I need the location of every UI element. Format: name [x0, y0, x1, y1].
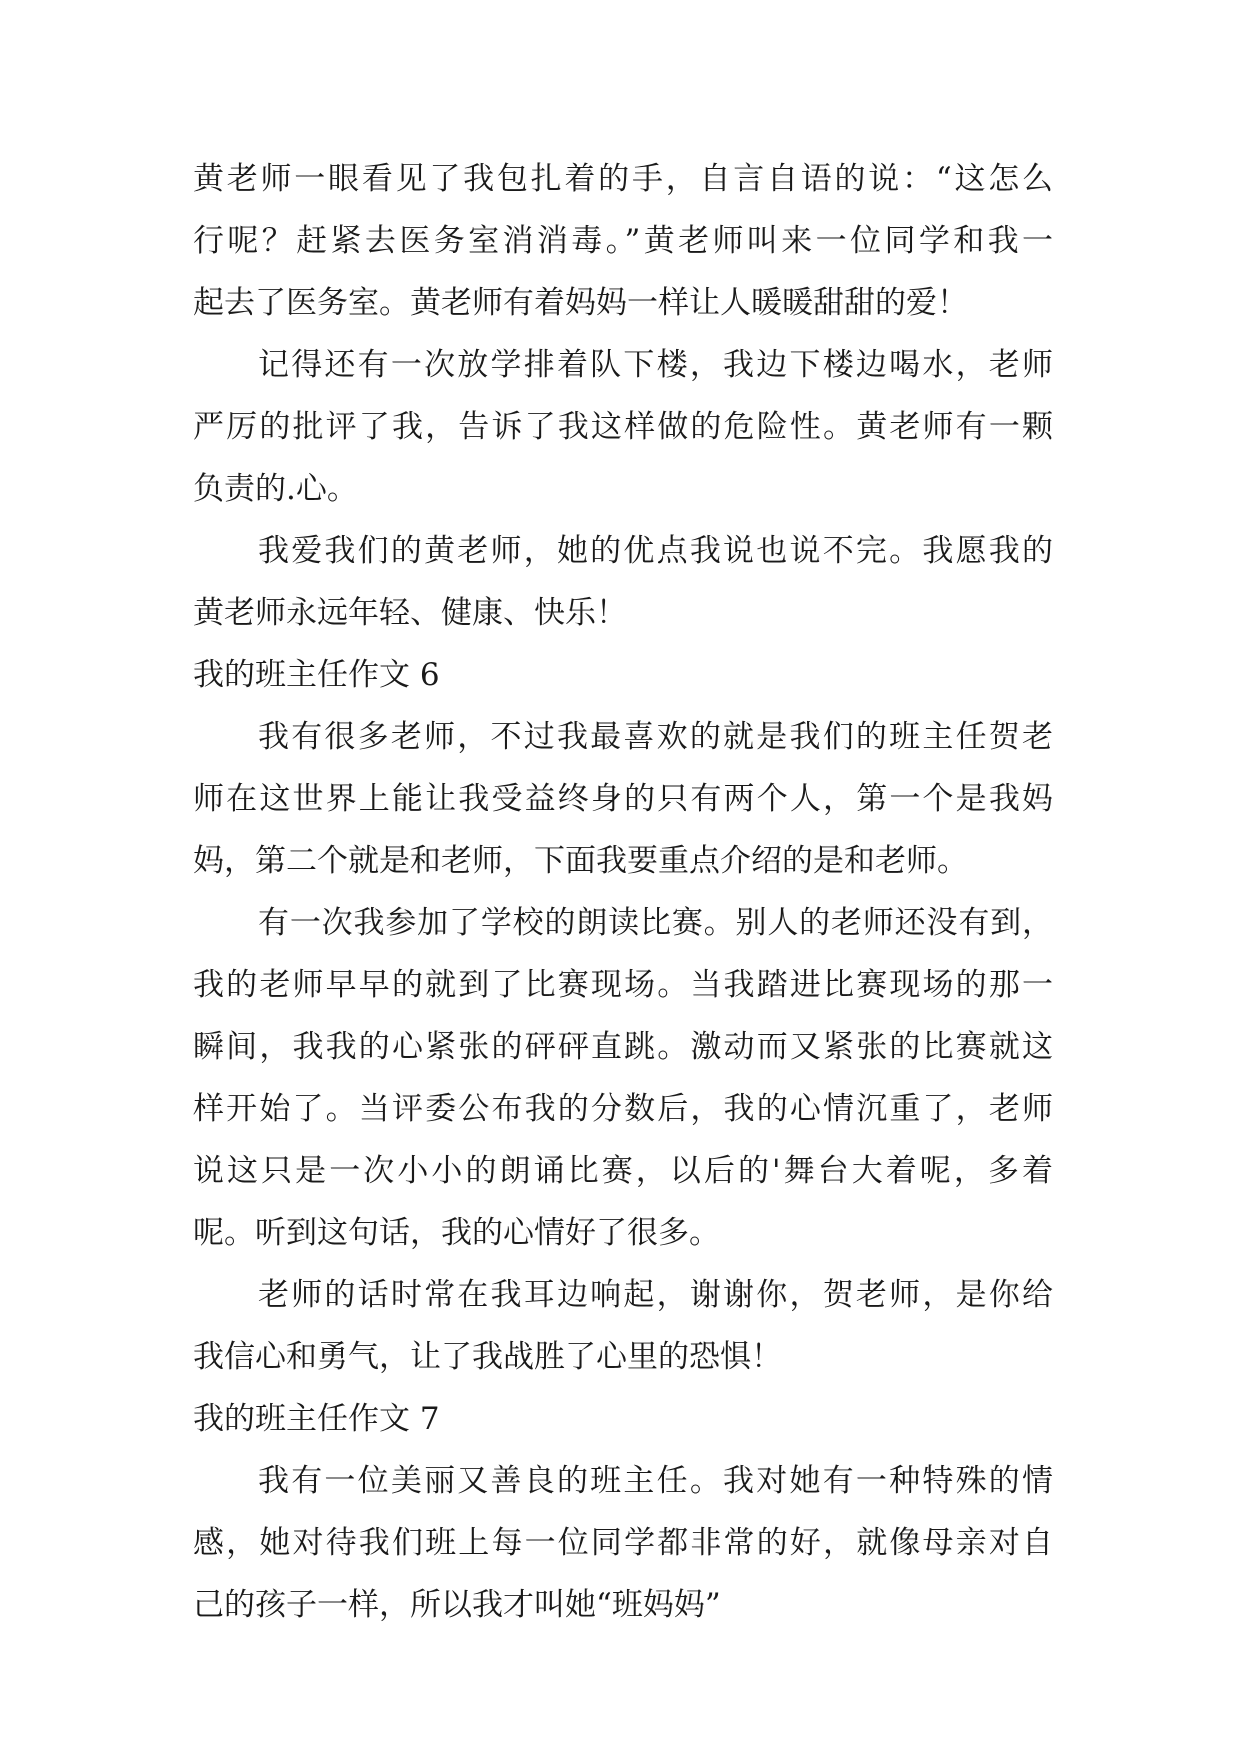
paragraph-line: 黄老师一眼看见了我包扎着的手，自言自语的说：“这怎么 — [193, 161, 1053, 197]
paragraph-line: 样开始了。当评委公布我的分数后，我的心情沉重了，老师 — [193, 1091, 1053, 1127]
paragraph-line: 严厉的批评了我，告诉了我这样做的危险性。黄老师有一颗 — [193, 409, 1053, 445]
paragraph-line: 说这只是一次小小的朗诵比赛，以后的'舞台大着呢，多着 — [193, 1153, 1053, 1189]
paragraph-line: 感，她对待我们班上每一位同学都非常的好，就像母亲对自 — [193, 1525, 1053, 1561]
paragraph-line: 我信心和勇气，让了我战胜了心里的恐惧！ — [193, 1339, 782, 1375]
paragraph-line: 呢。听到这句话，我的心情好了很多。 — [193, 1215, 720, 1251]
paragraph-line: 黄老师永远年轻、健康、快乐！ — [193, 595, 627, 631]
paragraph-line: 师在这世界上能让我受益终身的只有两个人，第一个是我妈 — [193, 781, 1053, 817]
paragraph-line: 我的老师早早的就到了比赛现场。当我踏进比赛现场的那一 — [193, 967, 1053, 1003]
paragraph-line: 我爱我们的黄老师，她的优点我说也说不完。我愿我的 — [258, 533, 1053, 569]
section-heading: 我的班主任作文 6 — [193, 657, 440, 693]
section-heading: 我的班主任作文 7 — [193, 1401, 440, 1437]
paragraph-line: 我有一位美丽又善良的班主任。我对她有一种特殊的情 — [258, 1463, 1053, 1499]
paragraph-line: 有一次我参加了学校的朗读比赛。别人的老师还没有到， — [258, 905, 1053, 941]
paragraph-line: 起去了医务室。黄老师有着妈妈一样让人暖暖甜甜的爱！ — [193, 285, 968, 321]
paragraph-line: 妈，第二个就是和老师，下面我要重点介绍的是和老师。 — [193, 843, 968, 879]
paragraph-line: 老师的话时常在我耳边响起，谢谢你，贺老师，是你给 — [258, 1277, 1053, 1313]
paragraph-line: 行呢？赶紧去医务室消消毒。”黄老师叫来一位同学和我一 — [193, 223, 1053, 259]
paragraph-line: 我有很多老师，不过我最喜欢的就是我们的班主任贺老 — [258, 719, 1053, 755]
paragraph-line: 己的孩子一样，所以我才叫她“班妈妈” — [193, 1587, 721, 1623]
paragraph-line: 瞬间，我我的心紧张的砰砰直跳。激动而又紧张的比赛就这 — [193, 1029, 1053, 1065]
paragraph-line: 记得还有一次放学排着队下楼，我边下楼边喝水，老师 — [258, 347, 1053, 383]
paragraph-line: 负责的.心。 — [193, 471, 358, 507]
